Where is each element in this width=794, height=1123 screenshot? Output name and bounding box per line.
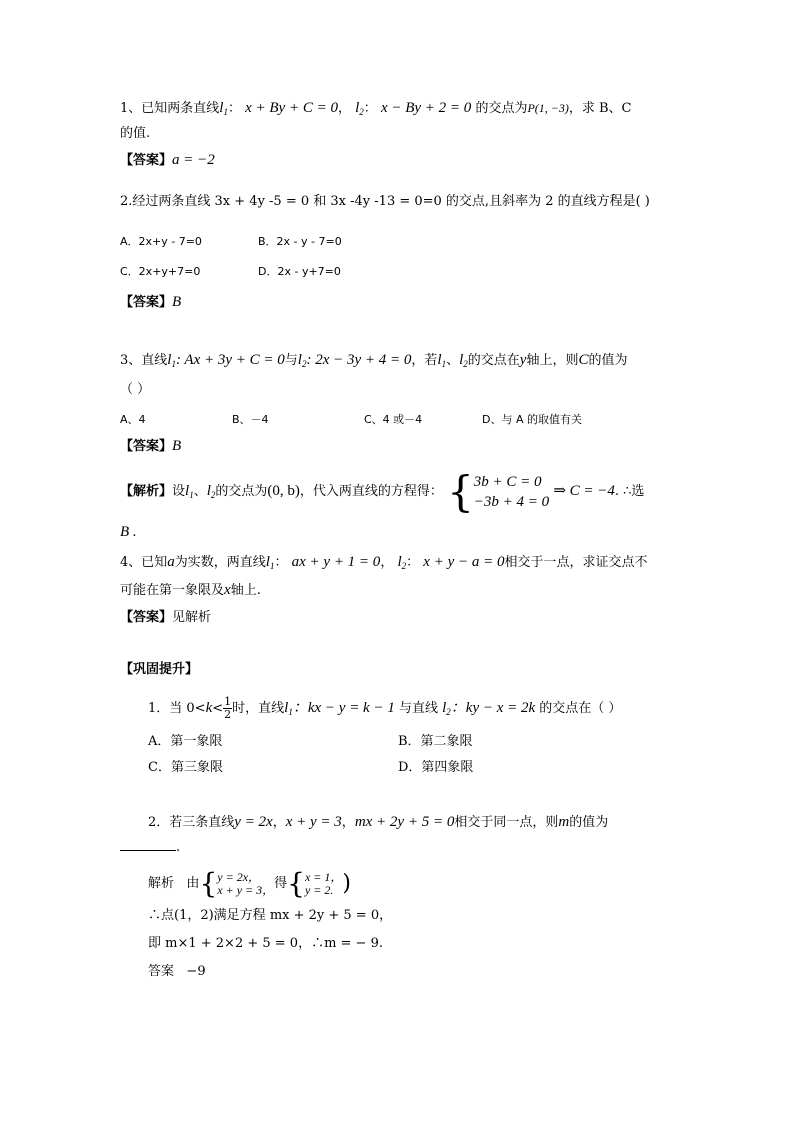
p2-answer	[148, 962, 206, 982]
q1-l2-name: $l_2$	[355, 100, 364, 117]
p2-eq3: mx + 2y + 5 = 0	[354, 814, 455, 830]
q2-option-d: D．2x - y+7=0	[258, 265, 341, 278]
q1-line2: 的值.	[120, 126, 151, 141]
q3-answer-value: B	[172, 438, 182, 454]
q1-answer	[120, 150, 215, 171]
close-paren-icon: )	[342, 870, 351, 896]
p1-fraction: $\frac{1}{2}$	[224, 695, 232, 721]
brace-icon: {	[287, 866, 305, 900]
p1-l1: $l_1$	[284, 700, 293, 717]
q2-stem: 2.经过两条直线 3x + 4y -5 = 0 和 3x -4y -13 = 0=0 的交点,且斜率为 2 的直线方程是( )	[120, 194, 650, 209]
p2-analysis-label: 解析	[148, 876, 175, 891]
p2-line3: 即 m×1 + 2×2 + 5 = 0，∴m = − 9.	[148, 936, 383, 951]
q4-a: a	[167, 554, 175, 570]
q4-l1: $l_1$	[265, 554, 275, 571]
p2-eq2: x + y = 3	[285, 814, 342, 830]
q1-prefix: 1、已知两条直线	[120, 101, 220, 116]
p2-line2: ∴点(1，2)满足方程 mx + 2y + 5 = 0，	[148, 908, 393, 923]
p2-analysis: 解析 由{ y = 2x， x + y = 3， 得{ x = 1， y = 2. )	[148, 866, 351, 900]
q3-l2: $l_2$: 2x − 3y + 4 = 0	[297, 352, 412, 369]
q3-option-d: D、与 A 的取值有关	[482, 413, 582, 426]
answer-label: 【答案】	[120, 295, 173, 310]
brace-icon: {	[447, 466, 474, 516]
q4-eq2: x + y − a = 0	[423, 554, 505, 570]
q3-lb: $l_2$	[459, 352, 468, 369]
analysis-label: 【解析】	[120, 484, 173, 499]
q3-final: B .	[120, 524, 137, 540]
q3-y: y	[519, 352, 527, 368]
p1-l2: $l_2$	[442, 700, 451, 717]
p1-k: k	[205, 700, 213, 716]
answer-label: 【答案】	[120, 439, 173, 454]
q1-eq1: x + By + C = 0	[245, 100, 338, 116]
q2-answer-value: B	[172, 294, 182, 310]
q3-paren: （ ）	[120, 382, 151, 397]
p1-option-a: A．第一象限	[148, 734, 223, 749]
q3-option-a: A、4	[120, 413, 146, 426]
brace-icon: {	[199, 866, 218, 900]
q2-answer	[120, 292, 181, 313]
p2-answer-label: 答案	[148, 964, 175, 979]
p2-stem: 2．若三条直线y = 2x，x + y = 3，mx + 2y + 5 = 0相交于同一点，则m的值为	[148, 814, 609, 830]
q3-result: ⇒ C = −4	[553, 483, 615, 499]
q3-point: (0, b)	[267, 483, 300, 499]
q1-answer-value: a = −2	[172, 152, 215, 168]
q4-answer-value: 见解析	[172, 610, 212, 625]
q3-C: C	[578, 352, 589, 368]
q1-l1-name: $l_1$	[219, 100, 228, 117]
q2-option-c: C．2x+y+7=0	[120, 265, 201, 278]
p1-eq1: ：kx − y = k − 1	[292, 700, 395, 716]
p1-stem: 1．当 0<k< $\frac{1}{2}$时，直线$l_1$：kx − y = k − 1 与直线 $l_2$：ky − x = 2k 的交点在（ ）	[148, 695, 622, 721]
q4-l2: $l_2$	[397, 554, 407, 571]
answer-blank	[120, 850, 176, 851]
p1-option-b: B．第二象限	[398, 734, 473, 749]
p1-eq2: ：ky − x = 2k	[450, 700, 536, 716]
q4-x: x	[224, 582, 231, 598]
p2-eq1: y = 2x	[234, 814, 273, 830]
q3-analysis: 【解析】设$l_1$、$l_2$的交点为(0, b)，代入两直线的方程得： { 3b + C = 0 −3b + 4 = 0 ⇒ C = −4. ∴选	[120, 466, 645, 516]
q2-option-a: A．2x+y - 7=0	[120, 235, 202, 248]
q3-l1: $l_1$: Ax + 3y + C = 0	[167, 352, 285, 369]
section-title: 【巩固提升】	[120, 662, 199, 677]
q4-answer	[120, 608, 211, 628]
q3-system: 3b + C = 0 −3b + 4 = 0	[473, 473, 550, 510]
p1-option-c: C．第三象限	[148, 760, 223, 775]
answer-label: 【答案】	[120, 610, 173, 625]
q1-line1: 1、已知两条直线$l_1$： x + By + C = 0， $l_2$： x − By + 2 = 0 的交点为P(1, −3)，求 B、C	[120, 100, 632, 117]
q3-answer	[120, 436, 181, 457]
q4-line1: 4、已知a为实数，两直线$l_1$： ax + y + 1 = 0， $l_2$： x + y − a = 0相交于一点，求证交点不	[120, 554, 648, 571]
p2-blank-line: .	[120, 838, 180, 858]
q1-eq2: x − By + 2 = 0	[380, 100, 472, 116]
q1-point: P(1, −3)	[527, 101, 569, 115]
q4-line2: 可能在第一象限及x轴上.	[120, 582, 261, 598]
p2-answer-value: −9	[186, 964, 206, 979]
p1-option-d: D．第四象限	[398, 760, 474, 775]
answer-label: 【答案】	[120, 153, 173, 168]
q3-la: $l_1$	[437, 352, 447, 369]
q3-la2: $l_1$	[185, 483, 194, 500]
q2-option-b: B．2x - y - 7=0	[258, 235, 342, 248]
q3-line1: 3、直线$l_1$: Ax + 3y + C = 0与$l_2$: 2x − 3y + 4 = 0，若$l_1$、$l_2$的交点在y轴上，则C的值为	[120, 352, 628, 369]
q3-lb2: $l_2$	[206, 483, 216, 500]
p2-m: m	[558, 814, 570, 830]
p2-system-2: x = 1， y = 2.	[304, 869, 343, 897]
q3-option-b: B、－4	[232, 413, 269, 426]
p2-system-1: y = 2x， x + y = 3，	[217, 869, 275, 897]
q4-eq1: ax + y + 1 = 0	[291, 554, 381, 570]
q3-option-c: C、4 或－4	[364, 413, 423, 426]
